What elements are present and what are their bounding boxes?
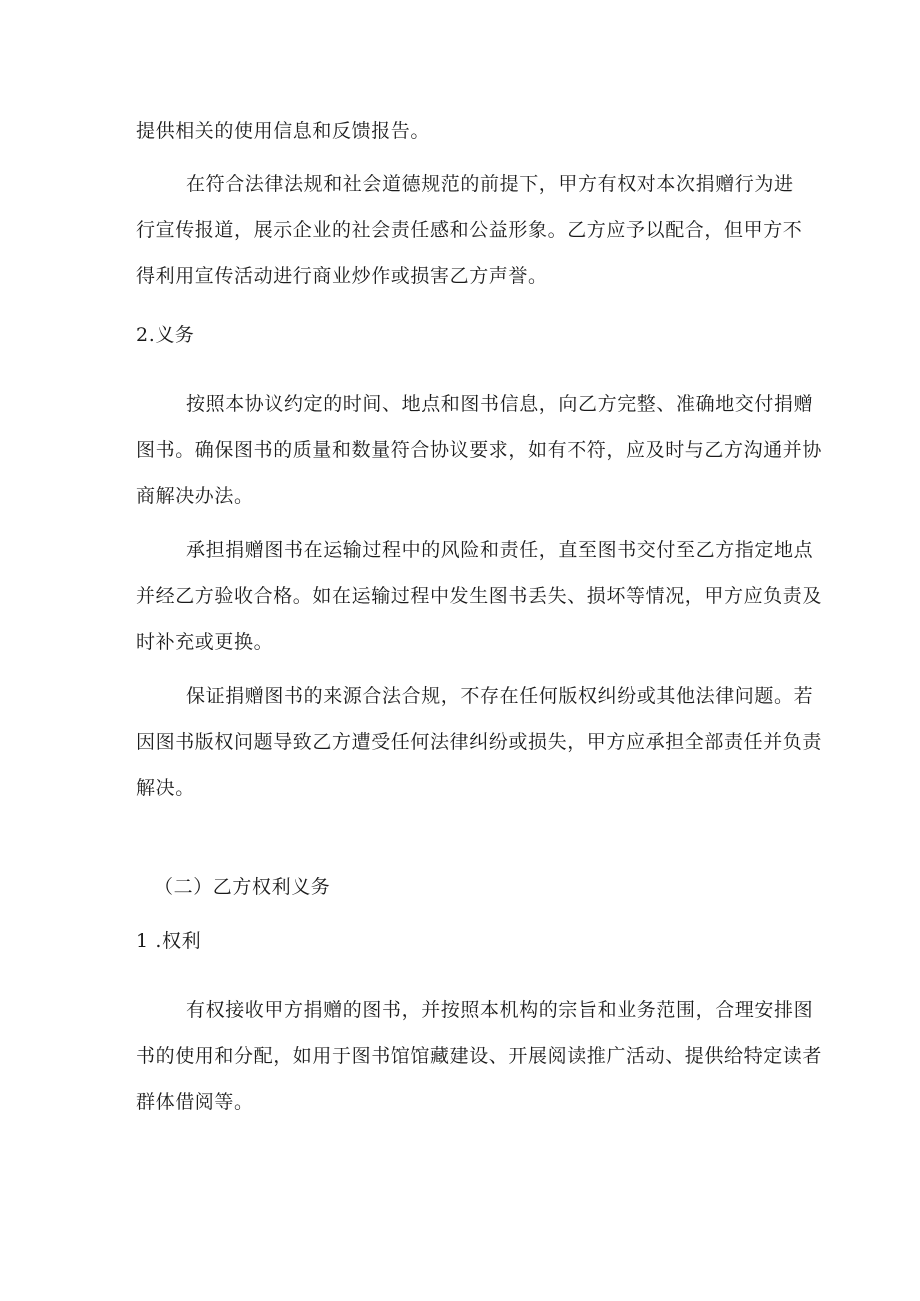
paragraph-line: 解决。 bbox=[136, 777, 195, 799]
paragraph-line: 行宣传报道，展示企业的社会责任感和公益形象。乙方应予以配合，但甲方不 bbox=[136, 219, 803, 241]
paragraph-line: 书的使用和分配，如用于图书馆馆藏建设、开展阅读推广活动、提供给特定读者 bbox=[136, 1045, 823, 1067]
sub-heading: （二）乙方权利义务 bbox=[154, 876, 331, 898]
paragraph-line: 商解决办法。 bbox=[136, 485, 254, 507]
section-heading: 1 .权利 bbox=[136, 930, 202, 952]
paragraph-line: 时补充或更换。 bbox=[136, 631, 274, 653]
paragraph-line: 群体借阅等。 bbox=[136, 1091, 254, 1113]
paragraph-line: 保证捐赠图书的来源合法合规，不存在任何版权纠纷或其他法律问题。若 bbox=[186, 685, 814, 707]
paragraph-line: 提供相关的使用信息和反馈报告。 bbox=[136, 120, 431, 142]
paragraph-line: 承担捐赠图书在运输过程中的风险和责任，直至图书交付至乙方指定地点 bbox=[186, 539, 814, 561]
paragraph-line: 因图书版权问题导致乙方遭受任何法律纠纷或损失，甲方应承担全部责任并负责 bbox=[136, 731, 823, 753]
paragraph-line: 按照本协议约定的时间、地点和图书信息，向乙方完整、准确地交付捐赠 bbox=[186, 393, 814, 415]
paragraph-line: 得利用宣传活动进行商业炒作或损害乙方声誉。 bbox=[136, 265, 548, 287]
section-heading: 2.义务 bbox=[136, 324, 195, 346]
paragraph-line: 有权接收甲方捐赠的图书，并按照本机构的宗旨和业务范围，合理安排图 bbox=[186, 999, 814, 1021]
paragraph-line: 图书。确保图书的质量和数量符合协议要求，如有不符，应及时与乙方沟通并协 bbox=[136, 439, 823, 461]
paragraph-line: 并经乙方验收合格。如在运输过程中发生图书丢失、损坏等情况，甲方应负责及 bbox=[136, 585, 823, 607]
paragraph-line: 在符合法律法规和社会道德规范的前提下，甲方有权对本次捐赠行为进 bbox=[186, 173, 794, 195]
